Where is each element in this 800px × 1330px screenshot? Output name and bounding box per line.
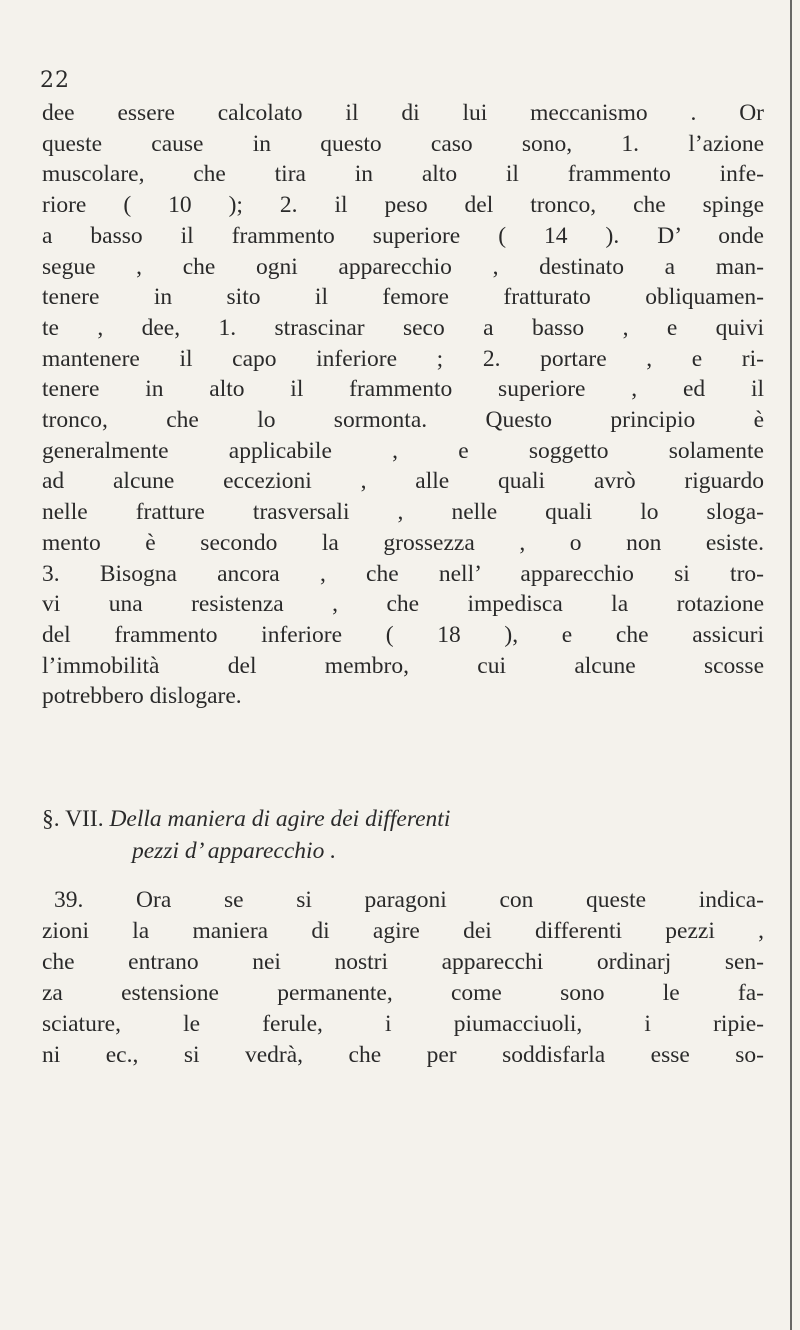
text-line: che entrano nei nostri apparecchi ordinarj sen-	[42, 949, 764, 975]
text-line: dee essere calcolato il di lui meccanismo . Or	[42, 100, 764, 126]
section-heading	[42, 803, 764, 867]
text-line: vi una resistenza , che impedisca la rotazione	[42, 591, 764, 618]
section-marker: §. VII.	[42, 806, 104, 832]
text-line: mantenere il capo inferiore ; 2. portare , e ri-	[42, 345, 764, 372]
text-line: potrebbero dislogare.	[42, 683, 242, 710]
text-line: zioni la maniera di agire dei differenti pezzi ,	[42, 918, 764, 944]
text-line: nelle fratture trasversali , nelle quali lo sloga-	[42, 499, 764, 526]
text-line: tenere in alto il frammento superiore , ed il	[42, 376, 764, 403]
text-line: sciature, le ferule, i piumacciuoli, i ripie-	[42, 1011, 764, 1037]
page-number: 22	[40, 68, 70, 93]
text-line: muscolare, che tira in alto il frammento infe-	[42, 161, 764, 188]
text-line: ad alcune eccezioni , alle quali avrò riguardo	[42, 468, 764, 495]
text-line: tenere in sito il femore fratturato obliquamen-	[42, 284, 764, 311]
text-line: riore ( 10 ); 2. il peso del tronco, che spinge	[42, 192, 764, 219]
body-paragraph	[42, 98, 764, 712]
body-paragraph-2	[42, 885, 764, 1071]
text-line: te , dee, 1. strascinar seco a basso , e quivi	[42, 314, 764, 341]
section-title-part1: Della maniera di agire dei differenti	[109, 806, 451, 832]
text-line: segue , che ogni apparecchio , destinato a man-	[42, 253, 764, 280]
text-line: a basso il frammento superiore ( 14 ). D’ onde	[42, 222, 764, 249]
text-line: 3. Bisogna ancora , che nell’ apparecchio si tro-	[42, 560, 764, 587]
section-title-part2: pezzi d’ apparecchio .	[132, 838, 337, 864]
text-line: ni ec., si vedrà, che per soddisfarla esse so-	[42, 1042, 764, 1068]
text-line: del frammento inferiore ( 18 ), e che assicuri	[42, 621, 764, 648]
text-line: 39. Ora se si paragoni con queste indica-	[54, 887, 764, 913]
text-line: generalmente applicabile , e soggetto solamente	[42, 437, 764, 464]
text-line: mento è secondo la grossezza , o non esiste.	[42, 529, 764, 556]
page-edge-line	[790, 0, 792, 1330]
text-line: tronco, che lo sormonta. Questo principio è	[42, 407, 764, 434]
text-line: za estensione permanente, come sono le fa-	[42, 980, 764, 1006]
section-heading-line1	[42, 803, 764, 835]
text-line: l’immobilità del membro, cui alcune scosse	[42, 652, 764, 679]
text-line: queste cause in questo caso sono, 1. l’azione	[42, 130, 764, 157]
